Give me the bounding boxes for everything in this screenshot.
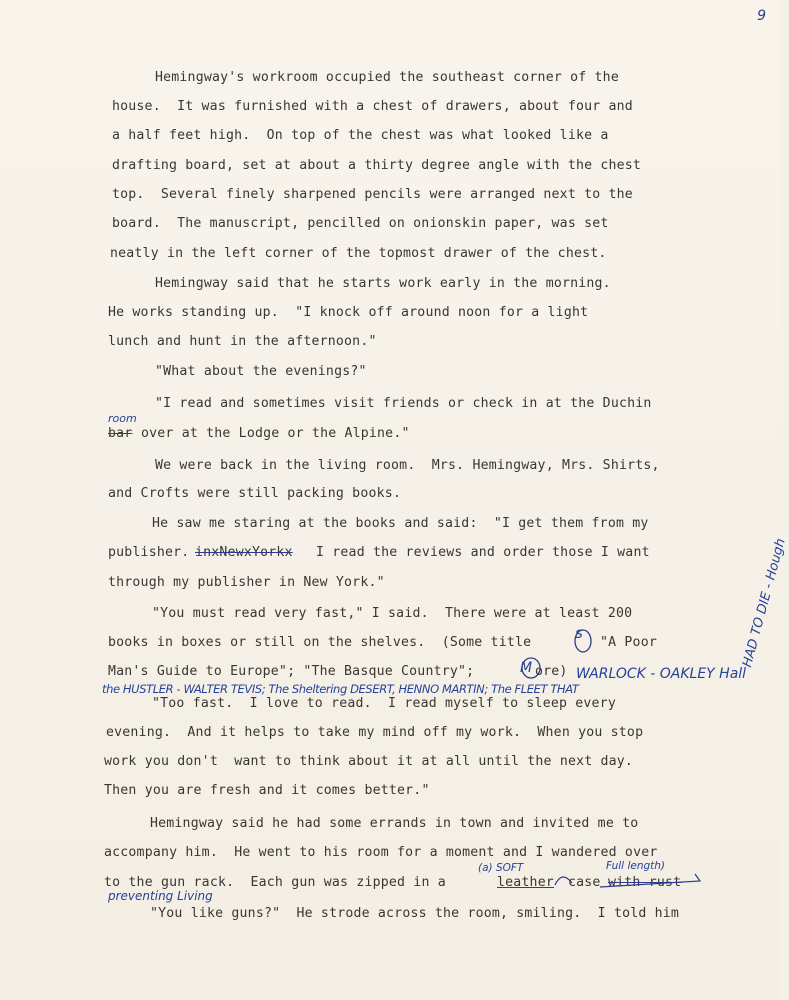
text-line: accompany him. He went to his room for a moment and I wandered over [104, 845, 658, 860]
text-line: Then you are fresh and it comes better." [104, 783, 430, 798]
handwritten-hustler: the HUSTLER - WALTER TEVIS; The Sheltering DESERT, HENNO MARTIN; The FLEET THAT [102, 682, 579, 696]
handwritten-s: s [575, 624, 583, 642]
text-line: I read the reviews and order those I want [316, 545, 650, 560]
handwritten-had-to-die: HAD TO DIE - Hough [740, 536, 789, 669]
text-line: We were back in the living room. Mrs. Hemingway, Mrs. Shirts, [155, 458, 660, 473]
text-line: books in boxes or still on the shelves. (Some title [108, 635, 532, 650]
handwritten-room: room [108, 412, 137, 425]
struck-bar: bar [108, 426, 133, 441]
text-line: Hemingway said that he starts work early in the morning. [155, 276, 611, 291]
leather-word: leather [497, 875, 554, 890]
text-line: drafting board, set at about a thirty degree angle with the chest [112, 158, 642, 173]
text-line: "What about the evenings?" [155, 364, 367, 379]
text-line: He saw me staring at the books and said: "I get them from my [152, 516, 649, 531]
text-line: Man's Guide to Europe"; "The Basque Country"; [108, 664, 475, 679]
struck-with-rust: with rust [608, 875, 682, 890]
page-number: 9 [757, 8, 766, 24]
text-line: Hemingway said he had some errands in town and invited me to [150, 816, 639, 831]
struck-xxx: inxNewxYorkx [195, 545, 293, 560]
text-line: "I read and sometimes visit friends or check in at the Duchin [155, 396, 652, 411]
handwritten-preventing: preventing Living [108, 889, 213, 903]
text-line: top. Several finely sharpened pencils were arranged next to the [112, 187, 633, 202]
text-line: to the gun rack. Each gun was zipped in a [104, 875, 446, 890]
text-line: "You like guns?" He strode across the room, smiling. I told him [150, 906, 680, 921]
text-line: He works standing up. "I knock off around noon for a light [108, 305, 589, 320]
text-line: "Too fast. I love to read. I read myself to sleep every [152, 696, 616, 711]
text-line: house. It was furnished with a chest of drawers, about four and [112, 99, 633, 114]
text-line: case [568, 875, 601, 890]
text-line: "A Poor [600, 635, 657, 650]
handwritten-full-length: Full length) [606, 860, 666, 872]
text-line: over at the Lodge or the Alpine." [141, 426, 410, 441]
handwritten-m: M [520, 660, 533, 676]
handwritten-warlock: WARLOCK - OAKLEY Hall [576, 666, 747, 682]
handwritten-soft: (a) SOFT [478, 862, 524, 874]
text-line: ore) [535, 664, 568, 679]
text-line: work you don't want to think about it at all until the next day. [104, 754, 634, 769]
text-line: neatly in the left corner of the topmost drawer of the chest. [110, 246, 607, 261]
text-line: and Crofts were still packing books. [108, 486, 402, 501]
text-line: Hemingway's workroom occupied the southeast corner of the [155, 70, 619, 85]
text-line: through my publisher in New York." [108, 575, 385, 590]
text-line: a half feet high. On top of the chest was what looked like a [112, 128, 609, 143]
text-line: lunch and hunt in the afternoon." [108, 334, 377, 349]
text-line: "You must read very fast," I said. There were at least 200 [152, 606, 633, 621]
text-line: board. The manuscript, pencilled on onionskin paper, was set [112, 216, 609, 231]
text-line: publisher. [108, 545, 190, 560]
text-line: evening. And it helps to take my mind off my work. When you stop [106, 725, 644, 740]
